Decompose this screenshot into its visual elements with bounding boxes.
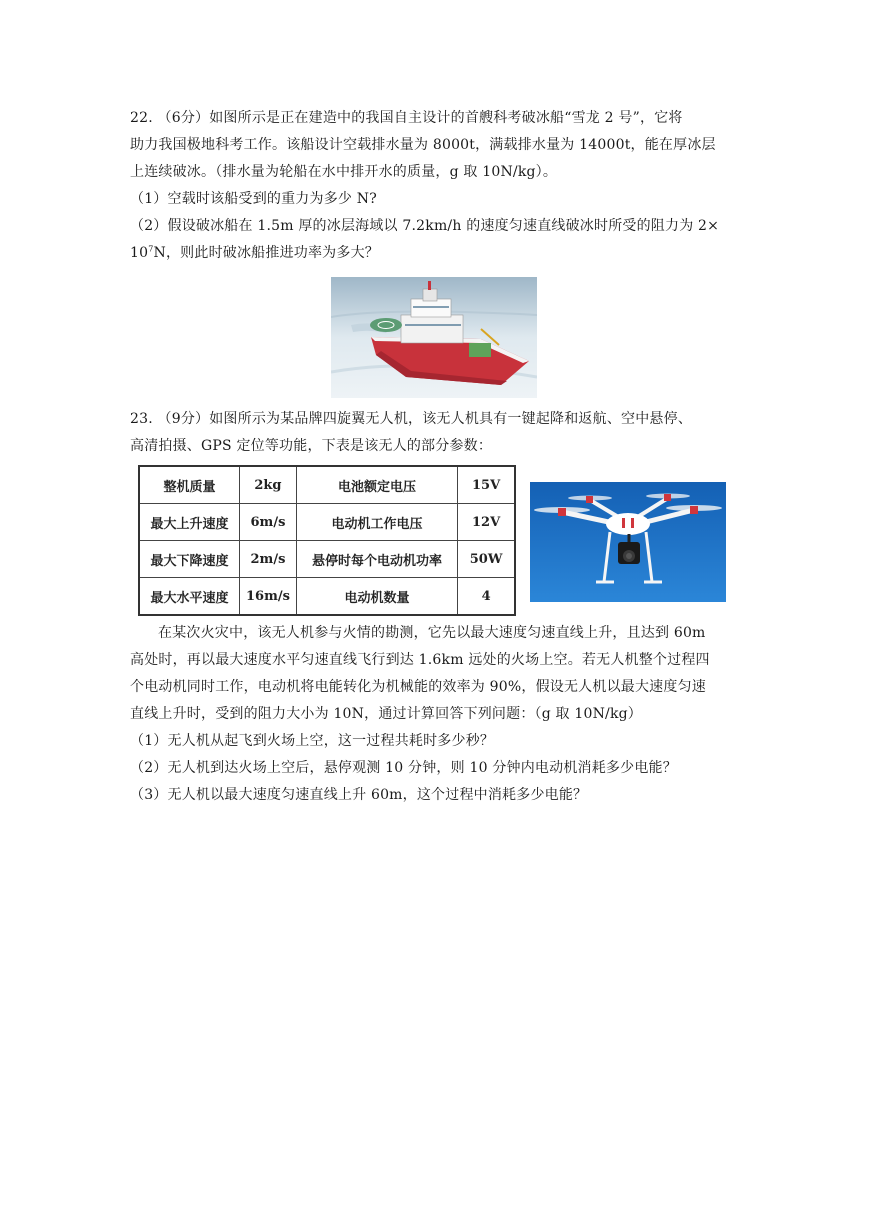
table-cell: 16m/s <box>240 578 297 616</box>
icebreaker-illustration <box>331 277 537 398</box>
drone-illustration <box>530 482 726 602</box>
q23-stem-line-2: 高清拍摄、GPS 定位等功能，下表是该无人的部分参数： <box>130 438 493 454</box>
table-row <box>139 504 515 541</box>
table-cell: 15V <box>458 466 515 504</box>
q23-sub-2: （2）无人机到达火场上空后，悬停观测 10 分钟，则 10 分钟内电动机消耗多少电能？ <box>130 760 677 776</box>
table-cell: 最大水平速度 <box>139 578 240 616</box>
q23-paragraph-line-3: 个电动机同时工作，电动机将电能转化为机械能的效率为 90%，假设无人机以最大速度匀速 <box>130 679 706 695</box>
table-cell: 电池额定电压 <box>296 466 457 504</box>
q23-paragraph-line-1: 在某次火灾中，该无人机参与火情的勘测，它先以最大速度匀速直线上升，且达到 60m <box>158 625 706 641</box>
q23-sub-3: （3）无人机以最大速度匀速直线上升 60m，这个过程中消耗多少电能？ <box>130 787 588 803</box>
q22-sub-2-line-1: （2）假设破冰船在 1.5m 厚的冰层海域以 7.2km/h 的速度匀速直线破冰时所受的阻力为 2× <box>130 218 720 234</box>
table-row <box>139 466 515 504</box>
quadcopter-drone-figure <box>530 482 726 602</box>
q22-sub-2-tail: N，则此时破冰船推进功率为多大？ <box>153 245 379 261</box>
table-cell: 12V <box>458 504 515 541</box>
table-cell: 电动机工作电压 <box>296 504 457 541</box>
q23-paragraph-line-2: 高处时，再以最大速度水平匀速直线飞行到达 1.6km 远处的火场上空。若无人机整个过程四 <box>130 652 710 668</box>
table-cell: 电动机数量 <box>296 578 457 616</box>
q22-stem-line-1: 22. （6分）如图所示是正在建造中的我国自主设计的首艘科考破冰船“雪龙 2 号”，它将 <box>130 110 683 126</box>
table-row <box>139 578 515 616</box>
table-cell: 50W <box>458 541 515 578</box>
table-cell: 最大上升速度 <box>139 504 240 541</box>
q23-paragraph-line-4: 直线上升时，受到的阻力大小为 10N，通过计算回答下列问题：（g 取 10N/kg） <box>130 706 643 722</box>
icebreaker-ship-figure <box>331 277 537 398</box>
q22-sub-1: （1）空载时该船受到的重力为多少 N? <box>130 191 377 207</box>
q23-stem-line-1: 23. （9分）如图所示为某品牌四旋翼无人机，该无人机具有一键起降和返航、空中悬停、 <box>130 411 693 427</box>
table-row <box>139 541 515 578</box>
drone-parameter-table <box>138 465 516 616</box>
q22-sub-2-line-2 <box>130 243 379 263</box>
table-cell: 2m/s <box>240 541 297 578</box>
table-cell: 4 <box>458 578 515 616</box>
table-cell: 最大下降速度 <box>139 541 240 578</box>
table-cell: 2kg <box>240 466 297 504</box>
q23-sub-1: （1）无人机从起飞到火场上空，这一过程共耗时多少秒？ <box>130 733 495 749</box>
q22-stem-line-3: 上连续破冰。（排水量为轮船在水中排开水的质量，g 取 10N/kg）。 <box>130 164 558 180</box>
table-cell: 悬停时每个电动机功率 <box>296 541 457 578</box>
q22-power-base: 10 <box>130 245 149 261</box>
table-cell: 整机质量 <box>139 466 240 504</box>
table-cell: 6m/s <box>240 504 297 541</box>
q22-power-exponent: 7 <box>148 244 154 254</box>
q22-stem-line-2: 助力我国极地科考工作。该船设计空载排水量为 8000t，满载排水量为 14000t，能在厚冰层 <box>130 137 716 153</box>
